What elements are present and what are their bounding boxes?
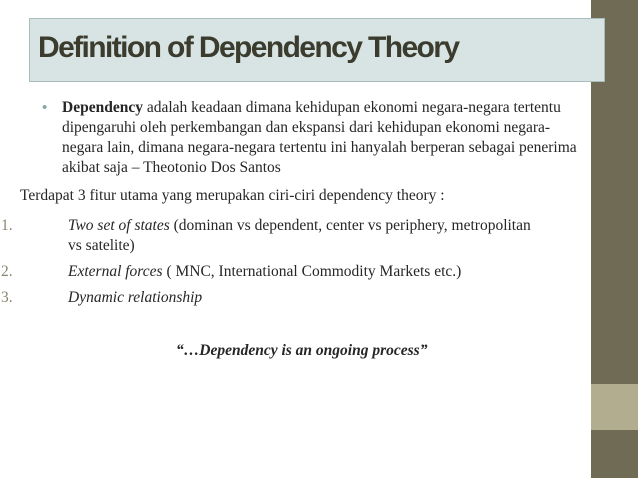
dependency-term: Dependency (62, 99, 143, 116)
item-number: 3. (1, 289, 13, 306)
features-list (0, 216, 590, 314)
slide-title: Definition of Dependency Theory (38, 31, 459, 64)
features-intro: Terdapat 3 fitur utama yang merupakan ciri-ciri dependency theory : (20, 187, 445, 204)
definition-body: adalah keadaan dimana kehidupan ekonomi negara-negara tertentu dipengaruhi oleh perkembangan dan ekspansi dari kehidupan ekonomi negara-negara lain, dimana negara-negara tertentu ini hanyalah berperan sebagai penerima akibat saja – Theotonio Dos Santos (62, 99, 577, 176)
item-title: Dynamic relationship (68, 289, 203, 306)
side-decoration-accent (591, 384, 638, 430)
item-detail: ( MNC, International Commodity Markets etc.) (162, 263, 462, 280)
title-box (29, 18, 605, 82)
definition-text (62, 98, 587, 178)
list-item (0, 216, 590, 256)
item-number: 2. (1, 263, 13, 280)
list-item (0, 262, 590, 282)
item-detail: (dominan vs dependent, center vs periphery, metropolitan vs satelite) (68, 217, 531, 254)
closing-quote: “…Dependency is an ongoing process” (176, 342, 428, 359)
list-item (0, 288, 590, 308)
item-title: External forces (68, 263, 163, 280)
item-title: Two set of states (68, 217, 170, 234)
bullet-icon: • (42, 99, 48, 116)
item-number: 1. (1, 217, 13, 234)
